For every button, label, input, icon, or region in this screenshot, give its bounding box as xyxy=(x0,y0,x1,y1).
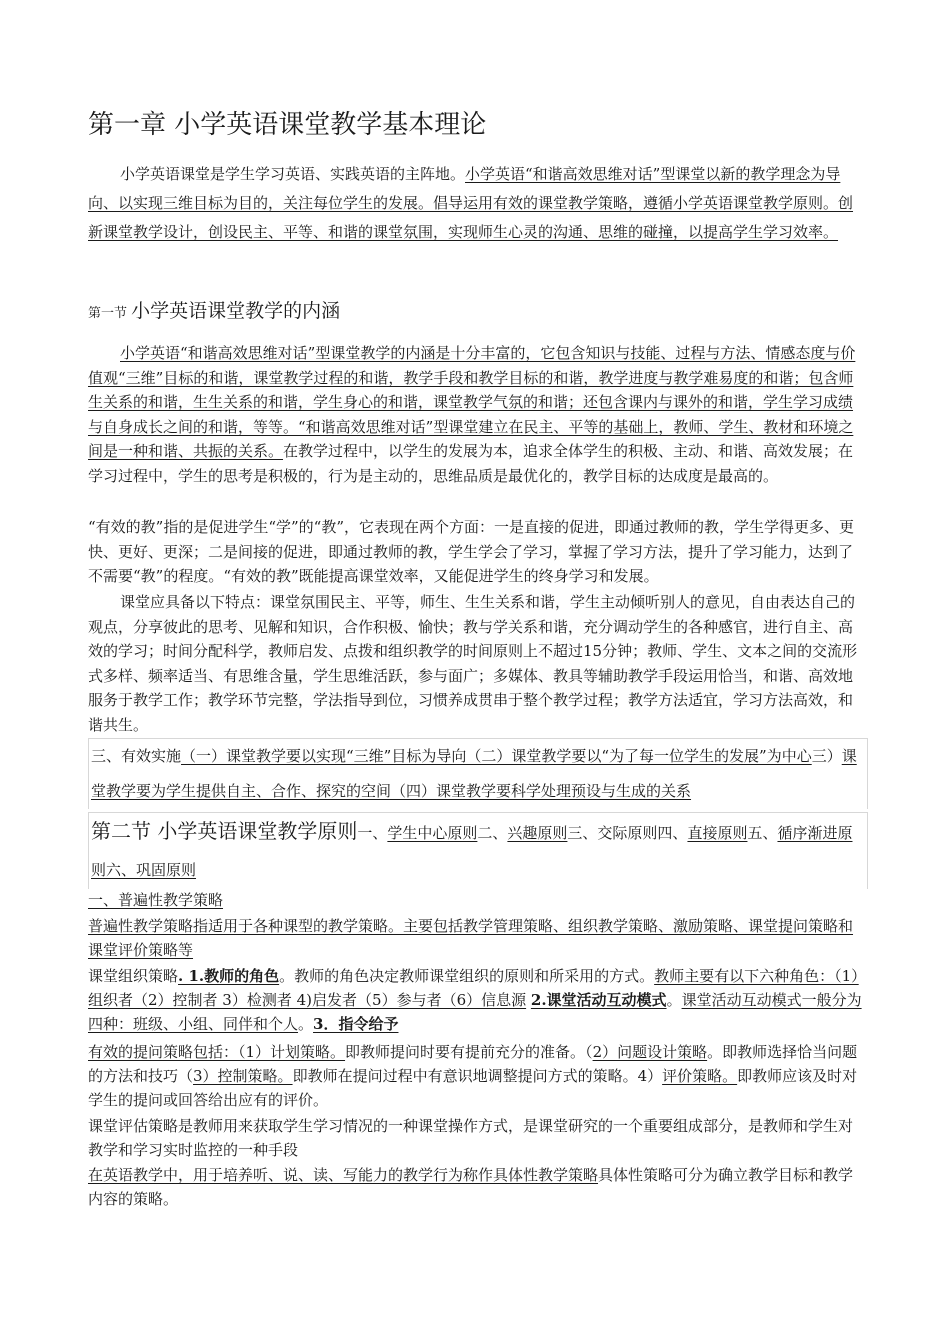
chapter-title: 第一章 小学英语课堂教学基本理论 xyxy=(88,110,487,140)
intro-underlined: 小学英语“和谐高效思维对话”型课堂以新的教学理念为导向、以实现三维目标为目的，关注每位学生的发展。倡导运用有效的课堂教学策略，遵循小学英语课堂教学原则。创新课堂教学设计，创设民主、平等、和谐的课堂氛围，实现师生心灵的沟通、思维的碰撞，以提高学生学习效率。 xyxy=(88,165,854,241)
question-text: 即教师提问时要有提前充分的准备。（ xyxy=(345,1043,593,1061)
implementation-block xyxy=(88,738,868,809)
principle-direct: 直接原则 xyxy=(687,824,748,842)
section1-paragraph-3: 课堂应具备以下特点：课堂氛围民主、平等，师生、生生关系和谐，学生主动倾听别人的意见，自由表达自己的观点，分享彼此的思考、见解和知识，合作积极、愉快；教与学关系和谐，充分调动学生的各种感官，进行自主、高效的学习；时间分配科学，教师启发、点拨和组织教学的时间原则上不超过15分钟；教师、学生、文本之间的交流形式多样、频率适当、有思维含量，学生思维活跃，参与面广；多媒体、教具等辅助教学手段运用恰当，和谐、高效地服务于教学工作；教学环节完整，学法指导到位，习惯养成贯串于整个教学过程；教学方法适宜，学习方法高效，和谐共生。 xyxy=(88,593,858,734)
section1-paragraph-2: “有效的教”指的是促进学生“学”的“教”，它表现在两个方面：一是直接的促进，即通过教师的教，学生学得更多、更快、更好、更深；二是间接的促进，即通过教师的教，学生学会了学习，掌握了学习方法，提升了学习能力，达到了不需要“教”的程度。“有效的教”既能提高课堂效率，又能促进学生的终身学习和发展。 xyxy=(88,518,855,585)
org-interaction-mode: 2.课堂活动互动模式 xyxy=(530,991,667,1009)
section2-title: 第二节 小学英语课堂教学原则 xyxy=(91,819,358,843)
org-four-modes: 课堂活动互动模式一般分为四种：班级、小组、同伴和个人 xyxy=(88,991,862,1033)
question-text: 即教师应该及时对学生的提问或回答给出应有的评价。 xyxy=(88,1067,858,1109)
implementation-mid: 三） xyxy=(811,747,842,765)
principle-number: 二、 xyxy=(477,824,508,842)
question-plan: 有效的提问策略包括：（1）计划策略。 xyxy=(88,1043,346,1061)
principle-student-centered: 学生中心原则 xyxy=(387,824,478,842)
principle-communication: 三、交际原则四、 xyxy=(567,824,688,842)
general-strategy-heading: 一、普遍性教学策略 xyxy=(88,891,224,909)
question-strategy-paragraph xyxy=(88,1040,864,1112)
question-design: 2）问题设计策略 xyxy=(592,1043,708,1061)
principle-number: 一、 xyxy=(357,824,388,842)
section2-block xyxy=(88,812,868,889)
section1-title: 小学英语课堂教学的内涵 xyxy=(131,300,341,322)
question-text: 。即教师选择恰当问题的方法和技巧（ xyxy=(88,1043,858,1085)
general-strategy-desc: 普遍性教学策略指适用于各种课型的教学策略。主要包括教学管理策略、组织教学策略、激励策略、课堂提问策略和课堂评价策略等 xyxy=(88,917,854,959)
question-control: 3）控制策略。 xyxy=(193,1067,293,1085)
org-teacher-role: . 1.教师的角色 xyxy=(178,967,280,985)
org-text: 。 xyxy=(298,1015,314,1033)
section1-heading xyxy=(88,298,864,327)
section1-p1-plain: 在教学过程中，以学生的发展为本，追求全体学生的积极、主动、和谐、高效发展；在学习过程中，学生的思考是积极的，行为是主动的，思维品质是最优化的，教学目标的达成度是最高的。 xyxy=(88,442,854,485)
org-lead: 课堂组织策略 xyxy=(88,967,179,985)
org-strategy-paragraph xyxy=(88,964,864,1036)
implementation-items-2: 课堂教学要为学生提供自主、合作、探究的空间（四） xyxy=(91,747,857,800)
question-text: 即教师在提问过程中有意识地调整提问方式的策略。4） xyxy=(292,1067,663,1085)
implementation-items-1: （一）课堂教学要以实现“三维”目标为导向（二）课堂教学要以“为了每一位学生的发展”为中心 xyxy=(181,747,812,765)
question-eval: 评价策略。 xyxy=(662,1067,738,1085)
implementation-lead: 三、有效实施 xyxy=(91,747,182,765)
org-instructions: 3．指令给予 xyxy=(313,1015,399,1033)
specific-plain: 具体性策略可分为确立教学目标和教学内容的策略。 xyxy=(88,1166,854,1208)
section1-paragraph-1 xyxy=(88,341,864,488)
implementation-items-3: 课堂教学要科学处理预设与生成的关系 xyxy=(436,782,692,800)
org-six-roles: 教师主要有以下六种角色：（1）组织者（2）控制者 3）检测者 4)启发者（5）参与者（6）信息源 xyxy=(88,967,859,1009)
principle-number: 五、 xyxy=(747,824,778,842)
principle-gradual: 循序渐进原则六、巩固原则 xyxy=(91,824,853,879)
intro-plain: 小学英语课堂是学生学习英语、实践英语的主阵地。 xyxy=(120,165,466,183)
section1-p1-underlined: 小学英语“和谐高效思维对话”型课堂教学的内涵是十分丰富的，它包含知识与技能、过程与方法、情感态度与价值观“三维”目标的和谐，课堂教学过程的和谐，教学手段和教学目标的和谐，教学进度与教学难易度的和谐；包含师生关系的和谐，生生关系的和谐，学生身心的和谐，课堂教学气氛的和谐；还包含课内与课外的和谐，学生学习成绩与自身成长之间的和谐，等等。“和谐高效思维对话”型课堂建立在民主、平等的基础上，教师、学生、教材和环境之间是一种和谐、共振的关系。 xyxy=(88,344,856,460)
section1-label: 第一节 xyxy=(88,306,128,321)
specific-underlined: 在英语教学中，用于培养听、说、读、写能力的教学行为称作具体性教学策略 xyxy=(88,1166,599,1184)
eval-strategy-paragraph: 课堂评估策略是教师用来获取学生学习情况的一种课堂操作方式，是课堂研究的一个重要组成部分，是教师和学生对教学和学习实时监控的一种手段 xyxy=(88,1117,854,1159)
principle-interest: 兴趣原则 xyxy=(507,824,568,842)
intro-paragraph xyxy=(88,160,864,247)
org-text: 。教师的角色决定教师课堂组织的原则和所采用的方式。 xyxy=(279,967,655,985)
specific-strategy-paragraph xyxy=(88,1163,864,1211)
org-text: 。 xyxy=(666,991,682,1009)
